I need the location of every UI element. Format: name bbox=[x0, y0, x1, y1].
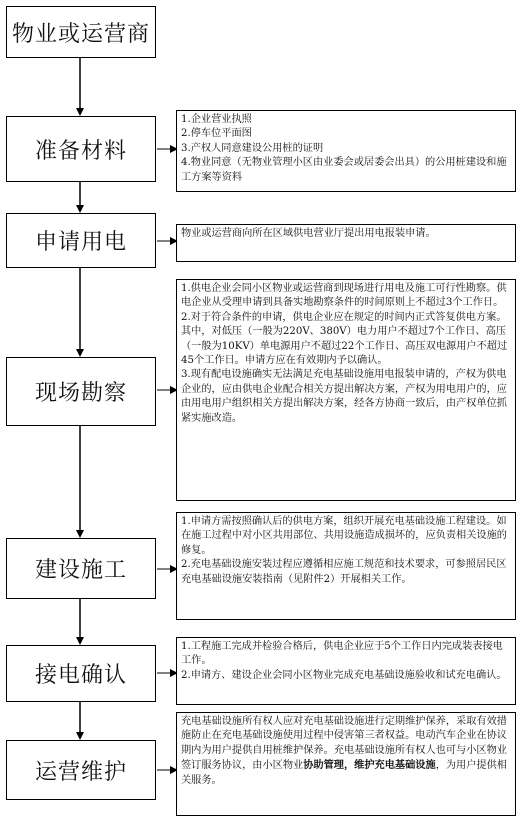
note-survey-item: 3.现有配电设施确实无法满足充电基础设施用电报装申请的，产权为供电企业的，应由供电企业配合相关方提出解决方案，产权为用电用户的，应由用电用户组织相关方提出解决方案，经各方协商一致后，由产权单位抓紧实施改造。 bbox=[181, 369, 507, 424]
note-materials-item: 1.企业营业执照 bbox=[181, 114, 252, 125]
note-materials bbox=[176, 110, 516, 192]
note-connect-item: 1.工程施工完成并检验合格后，供电企业应于5个工作日内完成装表接电工作。 bbox=[181, 641, 503, 667]
step-survey-label: 现场勘察 bbox=[34, 381, 127, 406]
note-operate-text: 充电基础设施所有权人应对充电基础设施进行定期维护保养，采取有效措施防止在充电基础设施使用过程中侵害第三者权益。电动汽车企业在协议期内为用户提供自用桩维护保养。充电基础设施所有权人也可与小区物业签订服务协议，由小区物业 bbox=[181, 716, 507, 772]
step-start bbox=[6, 6, 156, 58]
step-operate bbox=[6, 740, 156, 800]
note-construction bbox=[176, 512, 516, 620]
step-apply bbox=[6, 213, 156, 268]
note-connect-item: 2.申请方、建设企业会同小区物业完成充电基础设施验收和试充电确认。 bbox=[181, 669, 507, 681]
step-materials-label: 准备材料 bbox=[34, 138, 127, 164]
note-survey bbox=[176, 279, 516, 501]
note-survey-item: 1.供电企业会同小区物业或运营商到现场进行用电及施工可行性勘察。供电企业从受理申请到具备实地勘察条件的时间原则上不超过3个工作日。 bbox=[181, 283, 507, 309]
note-operate-bold: 协助管理，维护充电基础设施 bbox=[303, 759, 436, 772]
step-apply-label: 申请用电 bbox=[34, 230, 127, 255]
note-materials-item: 4.物业同意（无物业管理小区由业委会或居委会出具）的公用桩建设和施工方案等资料 bbox=[181, 157, 507, 183]
note-construction-item: 2.充电基础设施安装过程应遵循相应施工规范和技术要求，可参照居民区充电基础设施安装指南（见附件2）开展相关工作。 bbox=[181, 559, 507, 585]
step-construction bbox=[6, 538, 156, 599]
step-connect-label: 接电确认 bbox=[34, 663, 127, 688]
note-operate-tail: ，为用户提供相关服务。 bbox=[181, 760, 507, 786]
note-apply-text: 物业或运营商向所在区域供电营业厅提出用电报装申请。 bbox=[181, 228, 436, 239]
note-construction-item: 1.申请方需按照确认后的供电方案，组织开展充电基础设施工程建设。如在施工过程中对小区共用部位、共用设施造成损坏的，应负责相关设施的修复。 bbox=[181, 516, 507, 556]
step-start-label: 物业或运营商 bbox=[11, 21, 150, 47]
note-materials-item: 2.停车位平面图 bbox=[181, 128, 252, 140]
step-survey bbox=[6, 357, 156, 426]
note-apply bbox=[176, 224, 516, 262]
step-construction-label: 建设施工 bbox=[34, 558, 127, 583]
note-operate bbox=[176, 712, 516, 816]
step-materials bbox=[6, 116, 156, 182]
note-survey-item: 2.对于符合条件的申请，供电企业应在规定的时间内正式答复供电方案。其中，对低压（一般为220V、380V）电力用户不超过7个工作日、高压（一般为10KV）单电源用户不超过22个工作日、高压双电源用户不超过45个工作日。申请方应在有效期内予以确认。 bbox=[181, 311, 508, 367]
step-connect bbox=[6, 645, 156, 702]
step-operate-label: 运营维护 bbox=[34, 759, 127, 785]
note-connect bbox=[176, 637, 516, 705]
note-materials-item: 3.产权人同意建设公用桩的证明 bbox=[181, 142, 324, 154]
